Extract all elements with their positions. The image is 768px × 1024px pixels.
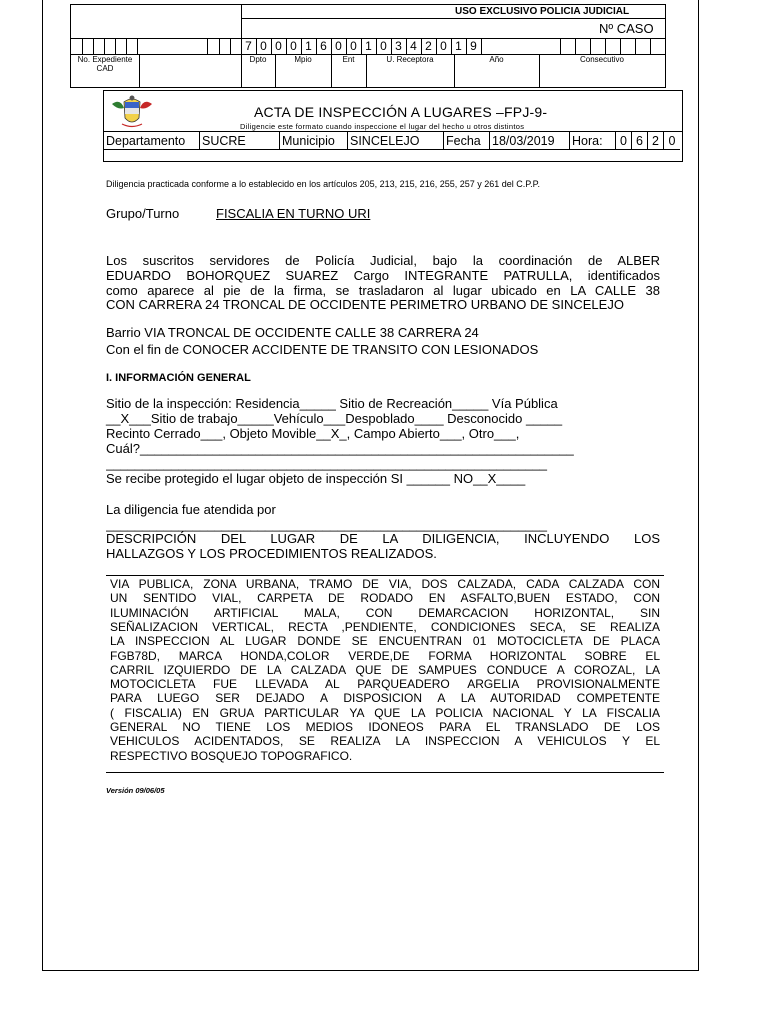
description-line: SEÑALIZACION VERTICAL, RECTA ,PENDIENTE, CONDICIONES SECA, SE REALIZA (110, 619, 660, 634)
departamento-value: SUCRE (200, 132, 280, 150)
grupo-turno-value: FISCALIA EN TURNO URI (216, 206, 371, 221)
case-digit: 4 (406, 38, 422, 54)
sitio-line-1: Sitio de la inspección: Residencia_____ Sitio de Recreación_____ Vía Pública (106, 396, 558, 411)
case-digit: 1 (361, 38, 377, 54)
section-1-title: I. INFORMACIÓN GENERAL (106, 372, 251, 384)
form-subtitle: Diligencie este formato cuando inspeccione el lugar del hecho u otros distintos (240, 122, 525, 131)
fecha-label: Fecha (444, 132, 490, 150)
case-digit: 0 (286, 38, 302, 54)
case-digit: 3 (391, 38, 407, 54)
intro-line-2: EDUARDO BOHORQUEZ SUAREZ Cargo INTEGRANTE PATRULLA, identificados (106, 268, 660, 283)
ent-label: Ent (342, 55, 355, 64)
description-title-line-2: HALLAZGOS Y LOS PROCEDIMIENTOS REALIZADOS. (106, 546, 437, 561)
dpto-label: Dpto (249, 55, 267, 64)
form-title-box (103, 90, 683, 162)
hora-label: Hora: (570, 132, 616, 150)
fin-line: Con el fin de CONOCER ACCIDENTE DE TRANSITO CON LESIONADOS (106, 342, 539, 357)
no-expediente-label: No. Expediente CAD (77, 55, 133, 73)
sitio-line-5: _____________________________________________________________ (106, 456, 548, 471)
description-line: PARA LUEGO SER DEJADO A DISPOSICION A LA AUTORIDAD COMPETENTE (110, 691, 660, 706)
case-number-label: Nº CASO (599, 21, 654, 36)
consecutivo-label: Consecutivo (579, 55, 625, 64)
case-digit: 0 (331, 38, 347, 54)
intro-line-4: CON CARRERA 24 TRONCAL DE OCCIDENTE PERIMETRO URBANO DE SINCELEJO (106, 297, 624, 312)
case-digit: 0 (346, 38, 362, 54)
fecha-value: 18/03/2019 (490, 132, 570, 150)
description-line: UN SENTIDO VIAL, CARPETA DE RODADO EN ASFALTO,BUEN ESTADO, CON (110, 591, 660, 606)
case-digit: 1 (301, 38, 317, 54)
anio-label: Año (489, 55, 504, 64)
case-digit: 0 (256, 38, 272, 54)
intro-line-1: Los suscritos servidores de Policía Judicial, bajo la coordinación de ALBER (106, 253, 660, 268)
description-line: LA INSPECCION AL LUGAR DONDE SE ENCUENTRAN 01 MOTOCICLETA DE PLACA (110, 634, 660, 649)
sitio-line-4: Cuál?____________________________________________________________ (106, 441, 574, 456)
hora-digit: 6 (632, 132, 648, 150)
case-digit: 2 (421, 38, 437, 54)
departamento-label: Departamento (104, 132, 200, 150)
description-line: ILUMINACIÓN ARTIFICIAL MALA, CON DEMARCACION HORIZONTAL, SIN (110, 605, 660, 620)
atendida-blank: _____________________________________________________________ (106, 517, 548, 532)
grupo-turno-label: Grupo/Turno (106, 206, 180, 221)
description-line: VIA PUBLICA, ZONA URBANA, TRAMO DE VIA, DOS CALZADA, CADA CALZADA CON (110, 577, 660, 591)
case-digit: 1 (451, 38, 467, 54)
description-line: FGB78D, MARCA HONDA,COLOR VERDE,DE FORMA HORIZONTAL SOBRE EL (110, 648, 660, 663)
receptora-label: U. Receptora (386, 55, 434, 64)
case-digit: 0 (271, 38, 287, 54)
hora-digit: 2 (648, 132, 664, 150)
case-number-box (70, 4, 666, 88)
version-label: Versión 09/06/05 (106, 786, 165, 795)
intro-line-3: como aparece al pie de la firma, se trasladaron al lugar ubicado en LA CALLE 38 (106, 283, 660, 298)
case-digit: 0 (376, 38, 392, 54)
mpio-label: Mpio (294, 55, 312, 64)
sitio-line-3: Recinto Cerrado___, Objeto Movible__X_, Campo Abierto___, Otro___, (106, 426, 520, 441)
municipio-value: SINCELEJO (348, 132, 444, 150)
description-line: RESPECTIVO BOSQUEJO TOPOGRAFICO. (110, 748, 353, 763)
barrio-line: Barrio VIA TRONCAL DE OCCIDENTE CALLE 38 CARRERA 24 (106, 325, 479, 340)
municipio-label: Municipio (280, 132, 348, 150)
form-title: ACTA DE INSPECCIÓN A LUGARES –FPJ-9- (254, 104, 548, 120)
hora-digit: 0 (664, 132, 680, 150)
description-line: VEHICULOS ACIDENTADOS, SE REALIZA LA INSPECCION A VEHICULOS Y EL (110, 734, 660, 749)
case-digit: 9 (466, 38, 482, 54)
atendida-line: La diligencia fue atendida por (106, 502, 276, 517)
description-line: GENERAL NO TIENE LOS MEDIOS IDONEOS PARA EL TRANSLADO DE LOS (110, 720, 660, 734)
case-digit: 7 (241, 38, 257, 54)
case-digit: 0 (436, 38, 452, 54)
description-line: ( FISCALIA) EN GRUA PARTICULAR YA QUE LA POLICIA NACIONAL Y LA FISCALIA (110, 705, 660, 720)
description-title-line-1: DESCRIPCIÓN DEL LUGAR DE LA DILIGENCIA, INCLUYENDO LOS (106, 531, 660, 546)
description-line: CARRIL IZQUIERDO DE LA CALZADA QUE DE SAMPUES CONDUCE A COROZAL, LA (110, 662, 660, 677)
hora-digit: 0 (616, 132, 632, 150)
exclusive-use-label: USO EXCLUSIVO POLICIA JUDICIAL (455, 6, 630, 17)
protegido-line: Se recibe protegido el lugar objeto de inspección SI ______ NO__X____ (106, 471, 526, 486)
case-digit: 6 (316, 38, 332, 54)
location-row (104, 131, 682, 161)
description-line: MOTOCICLETA FUE LLEVADA AL PARQUEADERO ARGELIA PROVISIONALMENTE (110, 677, 660, 692)
legal-note: Diligencia practicada conforme a lo establecido en los artículos 205, 213, 215, 216, 255, 257 y 261 del C.P.P. (106, 179, 540, 189)
coat-of-arms-icon (110, 94, 154, 130)
sitio-line-2: __X___Sitio de trabajo_____Vehículo___Despoblado____ Desconocido _____ (106, 411, 563, 426)
